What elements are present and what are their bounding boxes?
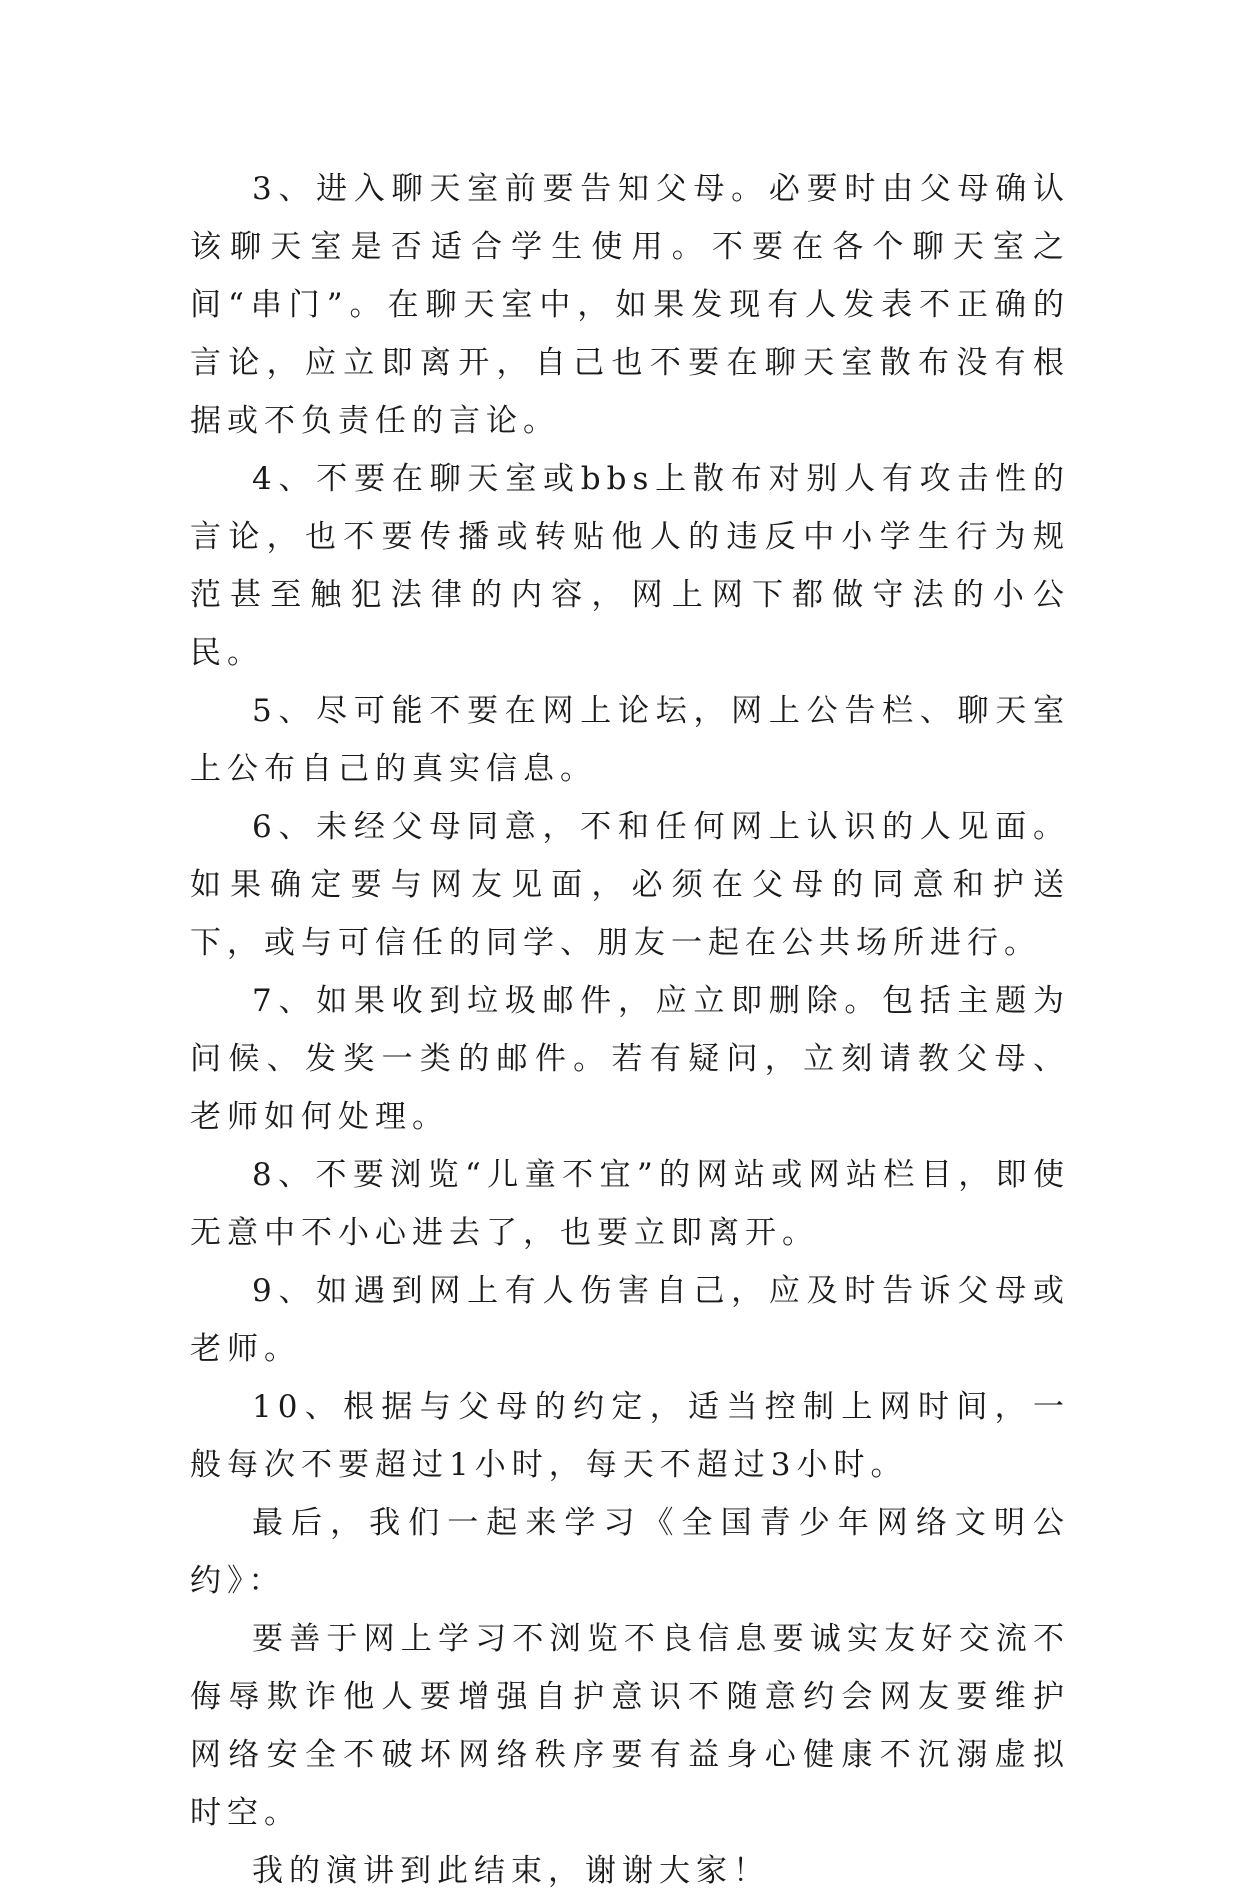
- paragraph-rule-3: 3、进入聊天室前要告知父母。必要时由父母确认该聊天室是否适合学生使用。不要在各个聊天室之间“串门”。在聊天室中，如果发现有人发表不正确的言论，应立即离开，自己也不要在聊天室散布没有根据或不负责任的言论。: [190, 171, 1070, 439]
- paragraph-rule-10: 10、根据与父母的约定，适当控制上网时间，一般每次不要超过1小时，每天不超过3小时。: [190, 1389, 1070, 1483]
- paragraph-convention-intro: 最后，我们一起来学习《全国青少年网络文明公约》：: [190, 1505, 1070, 1599]
- paragraph-rule-9: 9、如遇到网上有人伤害自己，应及时告诉父母或老师。: [190, 1273, 1070, 1367]
- paragraph-rule-4: 4、不要在聊天室或bbs上散布对别人有攻击性的言论，也不要传播或转贴他人的违反中小学生行为规范甚至触犯法律的内容，网上网下都做守法的小公民。: [190, 461, 1070, 671]
- paragraph-rule-7: 7、如果收到垃圾邮件，应立即删除。包括主题为问候、发奖一类的邮件。若有疑问，立刻请教父母、老师如何处理。: [190, 983, 1070, 1135]
- paragraph-rule-6: 6、未经父母同意，不和任何网上认识的人见面。如果确定要与网友见面，必须在父母的同意和护送下，或与可信任的同学、朋友一起在公共场所进行。: [190, 809, 1070, 961]
- paragraph-rule-8: 8、不要浏览“儿童不宜”的网站或网站栏目，即使无意中不小心进去了，也要立即离开。: [190, 1157, 1070, 1251]
- paragraph-rule-5: 5、尽可能不要在网上论坛，网上公告栏、聊天室上公布自己的真实信息。: [190, 693, 1070, 787]
- paragraph-closing: 我的演讲到此结束，谢谢大家！: [252, 1853, 770, 1889]
- document-body: [190, 160, 1070, 1900]
- paragraph-convention-text: 要善于网上学习不浏览不良信息要诚实友好交流不侮辱欺诈他人要增强自护意识不随意约会网友要维护网络安全不破坏网络秩序要有益身心健康不沉溺虚拟时空。: [190, 1621, 1070, 1831]
